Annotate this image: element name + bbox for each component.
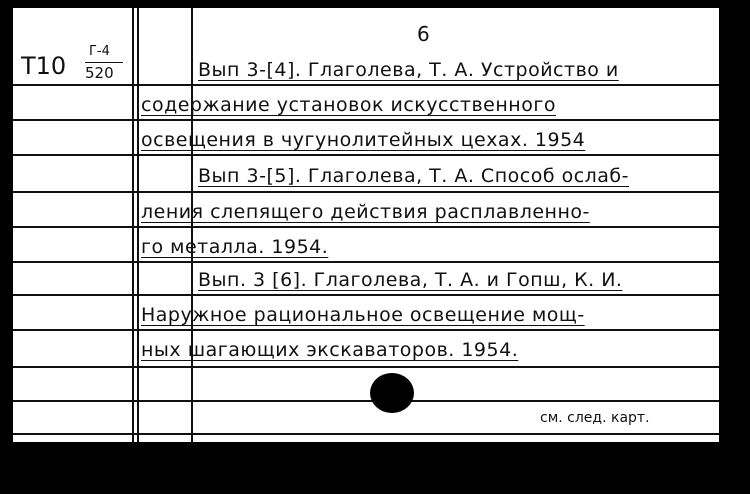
entry-line: ления слепящего действия расплавленно-: [141, 201, 590, 223]
rule-line: [13, 84, 719, 86]
entry-line: го металла. 1954.: [141, 236, 329, 258]
entry-line: содержание установок искусственного: [141, 94, 556, 116]
page-number: 6: [417, 22, 430, 46]
entry-line: Вып 3-[4]. Глаголева, Т. А. Устройство и: [198, 59, 619, 81]
rule-line: [13, 366, 719, 368]
rule-line: [13, 226, 719, 228]
margin-line: [132, 8, 134, 442]
rule-line: [13, 294, 719, 296]
rule-line: [13, 433, 719, 435]
call-number-numerator: Г-4: [89, 44, 110, 59]
continued-note: см. след. карт.: [540, 410, 650, 426]
entry-line: ных шагающих экскаваторов. 1954.: [141, 339, 519, 361]
call-number-prefix: Т10: [21, 52, 67, 80]
rule-line: [13, 154, 719, 156]
margin-line: [137, 8, 139, 442]
catalog-card: [13, 8, 719, 442]
call-number-denominator: 520: [85, 64, 114, 82]
entry-line: Наружное рациональное освещение мощ-: [141, 304, 585, 326]
call-number-fraction-bar: [85, 62, 123, 63]
rule-line: [13, 191, 719, 193]
entry-line: Вып 3-[5]. Глаголева, Т. А. Способ ослаб-: [198, 165, 630, 187]
entry-line: освещения в чугунолитейных цехах. 1954: [141, 129, 586, 151]
rule-line: [13, 400, 719, 402]
rule-line: [13, 119, 719, 121]
entry-line: Вып. 3 [6]. Глаголева, Т. А. и Гопш, К. И.: [198, 269, 623, 291]
margin-line: [191, 8, 193, 442]
punch-hole: [370, 373, 414, 413]
rule-line: [13, 329, 719, 331]
rule-line: [13, 261, 719, 263]
